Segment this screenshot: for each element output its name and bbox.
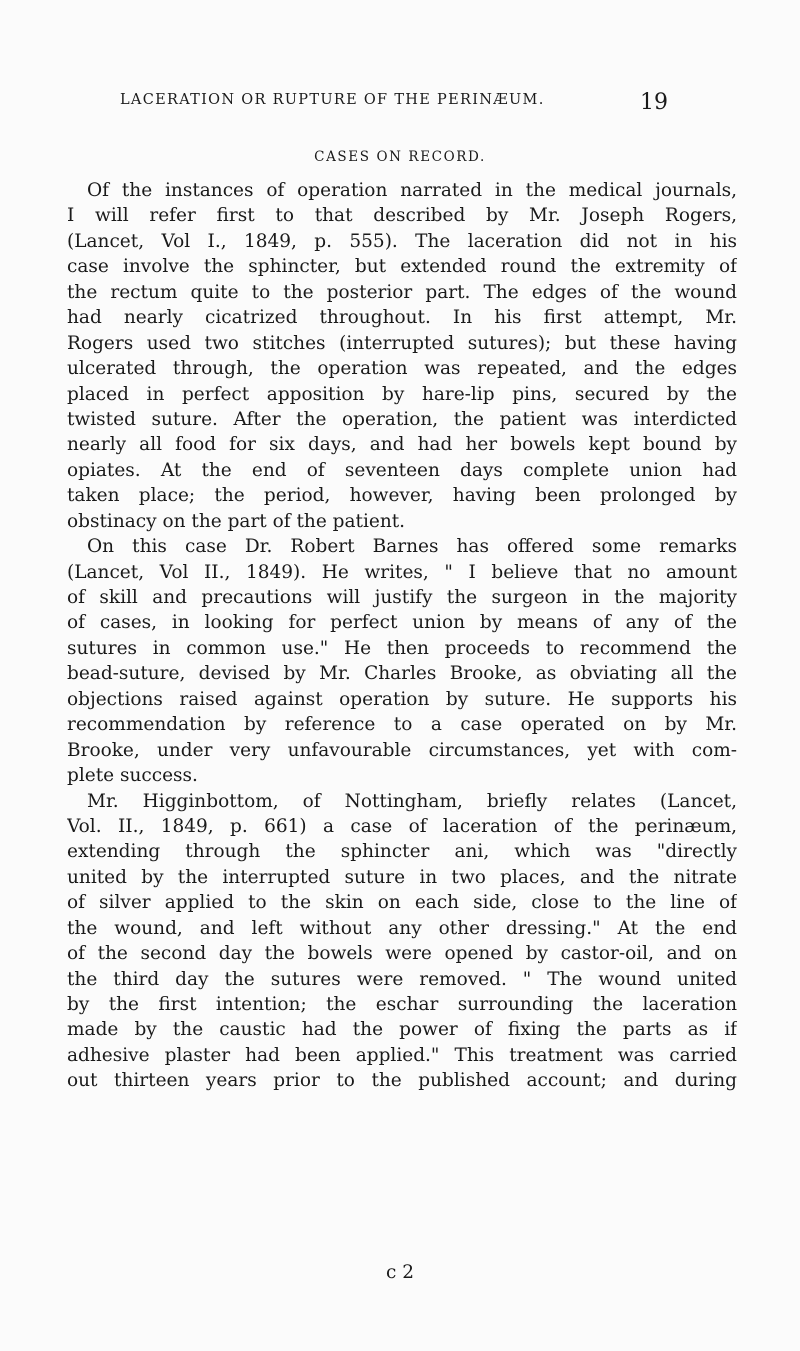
text-line: adhesive plaster had been applied." This treatment was carried — [67, 1044, 737, 1066]
text-line: (Lancet, Vol I., 1849, p. 555). The laceration did not in his — [67, 230, 737, 252]
text-line: of cases, in looking for perfect union by means of any of the — [67, 612, 737, 634]
text-line: On this case Dr. Robert Barnes has offered some remarks — [87, 536, 737, 558]
text-line: placed in perfect apposition by hare-lip pins, secured by the — [67, 383, 737, 405]
running-head — [0, 90, 800, 114]
text-line: taken place; the period, however, having been prolonged by — [67, 485, 737, 507]
text-line: I will refer first to that described by Mr. Joseph Rogers, — [67, 205, 737, 227]
text-line: had nearly cicatrized throughout. In his first attempt, Mr. — [67, 307, 737, 329]
text-line: by the first intention; the eschar surrounding the laceration — [67, 994, 737, 1015]
text-line: out thirteen years prior to the published account; and during — [67, 1070, 737, 1092]
text-line: plete success. — [67, 765, 198, 787]
text-line: of silver applied to the skin on each side, close to the line of — [67, 892, 737, 914]
text-line: Rogers used two stitches (interrupted sutures); but these having — [67, 332, 737, 354]
text-line: the third day the sutures were removed. " The wound united — [67, 968, 737, 990]
text-line: the rectum quite to the posterior part. The edges of the wound — [67, 281, 737, 303]
page-number: 19 — [640, 90, 668, 115]
text-line: obstinacy on the part of the patient. — [67, 510, 406, 532]
text-line: (Lancet, Vol II., 1849). He writes, " I believe that no amount — [67, 561, 737, 583]
running-title: LACERATION OR RUPTURE OF THE PERINÆUM. — [120, 92, 545, 108]
text-line: objections raised against operation by suture. He supports his — [67, 688, 737, 710]
text-line: Brooke, under very unfavourable circumstances, yet with com- — [67, 739, 737, 761]
text-line: Of the instances of operation narrated in the medical journals, — [87, 180, 737, 201]
text-line: of the second day the bowels were opened by castor-oil, and on — [67, 943, 737, 965]
section-heading: CASES ON RECORD. — [314, 149, 486, 165]
text-line: of skill and precautions will justify the surgeon in the majority — [67, 587, 737, 608]
text-line: twisted suture. After the operation, the patient was interdicted — [67, 408, 737, 430]
body-text — [67, 178, 737, 1094]
text-line: case involve the sphincter, but extended round the extremity of — [67, 256, 737, 278]
text-line: made by the caustic had the power of fixing the parts as if — [67, 1019, 737, 1041]
text-line: bead-suture, devised by Mr. Charles Brooke, as obviating all the — [67, 663, 737, 685]
text-line: sutures in common use." He then proceeds to recommend the — [67, 637, 737, 659]
text-line: Mr. Higginbottom, of Nottingham, briefly relates (Lancet, — [87, 790, 737, 812]
text-line: ulcerated through, the operation was repeated, and the edges — [67, 358, 737, 380]
text-line: Vol. II., 1849, p. 661) a case of laceration of the perinæum, — [67, 815, 737, 837]
text-line: opiates. At the end of seventeen days complete union had — [67, 459, 737, 481]
text-line: recommendation by reference to a case operated on by Mr. — [67, 714, 737, 736]
text-line: nearly all food for six days, and had her bowels kept bound by — [67, 434, 737, 456]
signature-mark: c 2 — [385, 1262, 414, 1283]
text-line: extending through the sphincter ani, which was "directly — [67, 841, 737, 863]
text-line: the wound, and left without any other dressing." At the end — [67, 917, 737, 939]
text-line: united by the interrupted suture in two places, and the nitrate — [67, 866, 737, 888]
